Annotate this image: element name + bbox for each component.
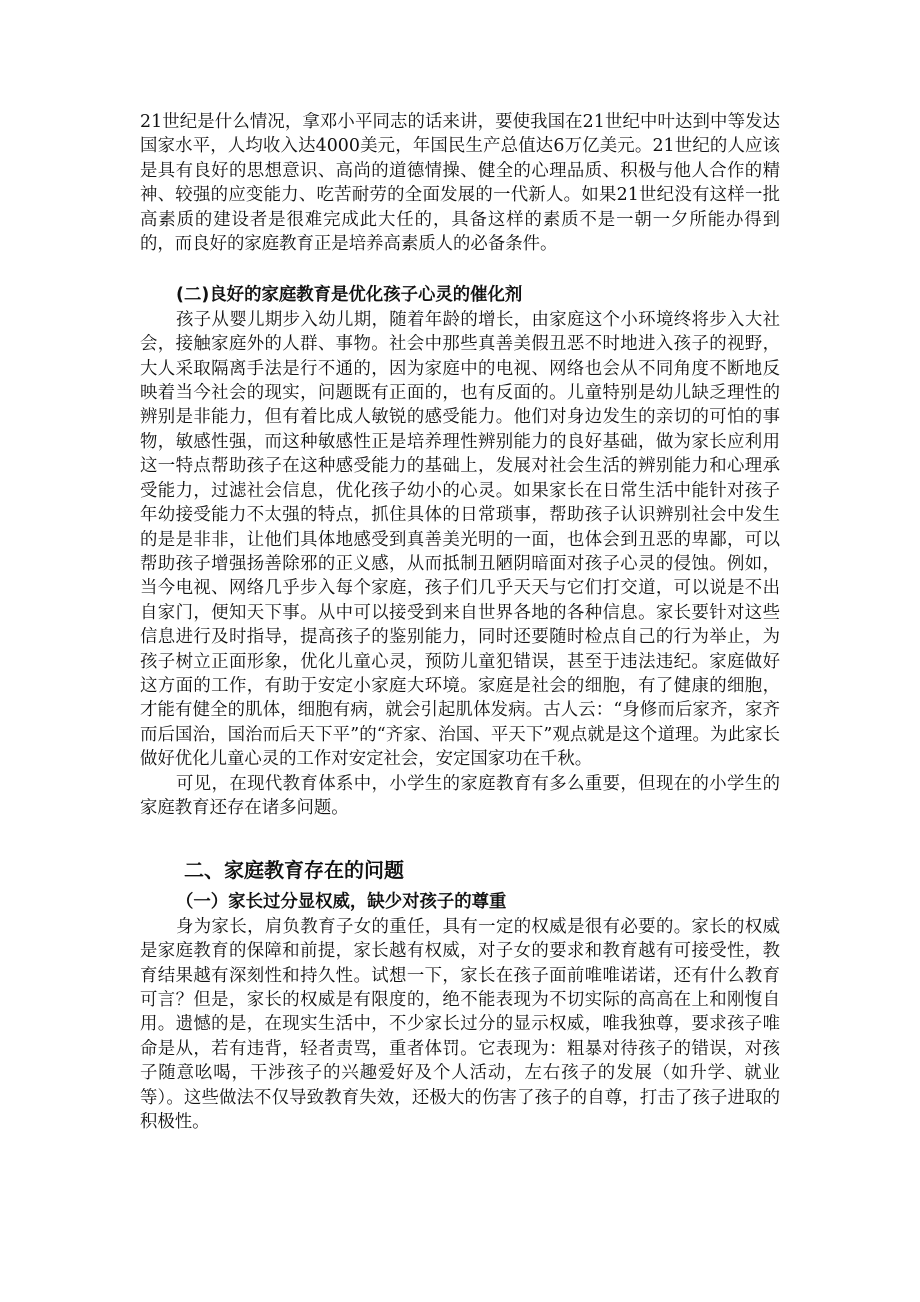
body-paragraph-catalyst: 孩子从婴儿期步入幼儿期，随着年龄的增长，由家庭这个小环境终将步入大社会，接触家庭外的人群、事物。社会中那些真善美假丑恶不时地进入孩子的视野，大人采取隔离手法是行不通的，因为家庭中的电视、网络也会从不同角度不断地反映着当今社会的现实，问题既有正面的，也有反面的。儿童特别是幼儿缺乏理性的辨别是非能力，但有着比成人敏锐的感受能力。他们对身边发生的亲切的可怕的事物，敏感性强，而这种敏感性正是培养理性辨别能力的良好基础，做为家长应利用这一特点帮助孩子在这种感受能力的基础上，发展对社会生活的辨别能力和心理承受能力，过滤社会信息，优化孩子幼小的心灵。如果家长在日常生活中能针对孩子年幼接受能力不太强的特点，抓住具体的日常琐事，帮助孩子认识辨别社会中发生的是是非非，让他们具体地感受到真善美光明的一面，也体会到丑恶的卑鄙，可以帮助孩子增强扬善除邪的正义感，从而抵制丑陋阴暗面对孩子心灵的侵蚀。例如，当今电视、网络几乎步入每个家庭，孩子们几乎天天与它们打交道，可以说是不出自家门，便知天下事。从中可以接受到来自世界各地的各种信息。家长要针对这些信息进行及时指导，提高孩子的鉴别能力，同时还要随时检点自己的行为举止，为孩子树立正面形象，优化儿童心灵，预防儿童犯错误，甚至于违法违纪。家庭做好这方面的工作，有助于安定小家庭大环境。家庭是社会的细胞，有了健康的细胞，才能有健全的肌体，细胞有病，就会引起肌体发病。古人云：“身修而后家齐，家齐而后国治，国治而后天下平”的“齐家、治国、平天下”观点就是这个道理。为此家长做好优化儿童心灵的工作对安定社会，安定国家功在千秋。 [140, 309, 780, 770]
document-page [140, 110, 780, 1134]
section-title-problems: 二、家庭教育存在的问题 [184, 858, 404, 883]
subheading-parental-authority: （一）家长过分显权威，缺少对孩子的尊重 [176, 892, 507, 913]
body-paragraph-authority: 身为家长，肩负教育子女的重任，具有一定的权威是很有必要的。家长的权威是家庭教育的保障和前提，家长越有权威，对子女的要求和教育越有可接受性，教育结果越有深刻性和持久性。试想一下，家长在孩子面前唯唯诺诺，还有什么教育可言？但是，家长的权威是有限度的，绝不能表现为不切实际的高高在上和刚愎自用。遗憾的是，在现实生活中，不少家长过分的显示权威，唯我独尊，要求孩子唯命是从，若有违背，轻者责骂，重者体罚。它表现为：粗暴对待孩子的错误，对孩子随意吆喝，干涉孩子的兴趣爱好及个人活动，左右孩子的发展（如升学、就业等）。这些做法不仅导致教育失效，还极大的伤害了孩子的自尊，打击了孩子进取的积极性。 [140, 916, 780, 1133]
spacer [140, 820, 780, 856]
conclusion-paragraph: 可见，在现代教育体系中，小学生的家庭教育有多么重要，但现在的小学生的家庭教育还存在诸多问题。 [140, 773, 780, 818]
subheading-good-family-education: (二)良好的家庭教育是优化孩子心灵的催化剂 [176, 285, 523, 306]
intro-paragraph: 21世纪是什么情况，拿邓小平同志的话来讲，要使我国在21世纪中叶达到中等发达国家水平，人均收入达4000美元，年国民生产总值达6万亿美元。21世纪的人应该是具有良好的思想意识、高尚的道德情操、健全的心理品质、积极与他人合作的精神、较强的应变能力、吃苦耐劳的全面发展的一代新人。如果21世纪没有这样一批高素质的建设者是很难完成此大任的，具备这样的素质不是一朝一夕所能办得到的，而良好的家庭教育正是培养高素质人的必备条件。 [140, 112, 780, 255]
spacer [140, 256, 780, 283]
